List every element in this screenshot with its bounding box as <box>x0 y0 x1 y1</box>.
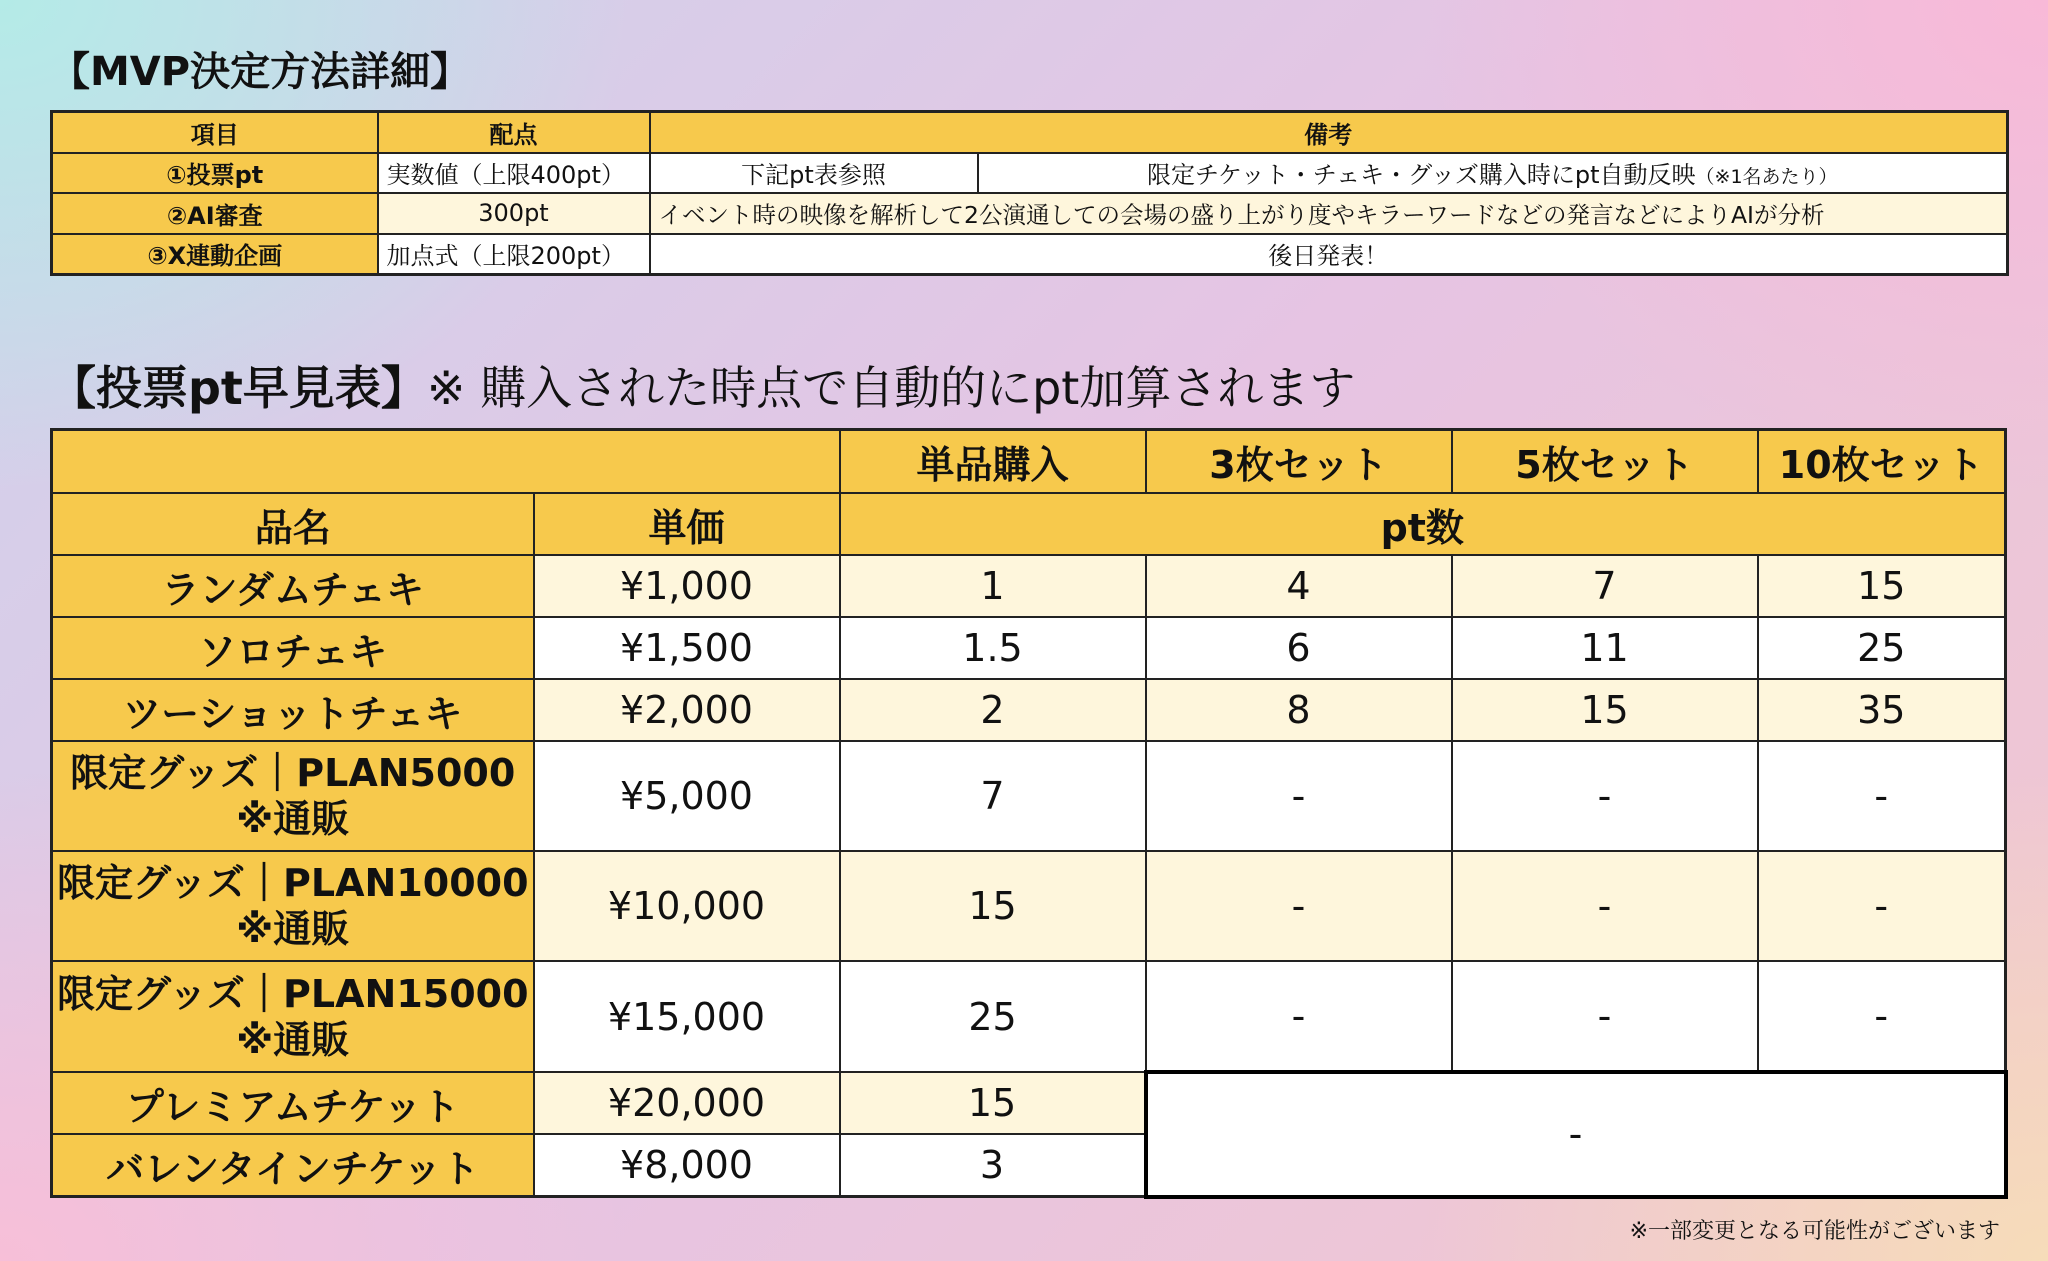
product-name: ツーショットチェキ <box>52 679 534 741</box>
header-set-10: 10枚セット <box>1758 430 2006 494</box>
pt-set-10: - <box>1758 961 2006 1072</box>
product-price: ¥1,500 <box>534 617 840 679</box>
product-name: ソロチェキ <box>52 617 534 679</box>
pt-single: 2 <box>840 679 1146 741</box>
points-table <box>50 428 2008 1199</box>
table-row <box>52 1072 2006 1134</box>
table-row <box>52 234 2008 275</box>
pt-single: 7 <box>840 741 1146 851</box>
table-row <box>52 617 2006 679</box>
row-note-b <box>978 153 2008 194</box>
pt-set-5: 15 <box>1452 679 1758 741</box>
pt-set-5: - <box>1452 851 1758 961</box>
pt-set-10: 15 <box>1758 555 2006 617</box>
pt-set-3: - <box>1146 741 1452 851</box>
note-small: （※1名あたり） <box>1695 166 1838 189</box>
header-remarks: 備考 <box>650 112 2008 153</box>
header-single: 単品購入 <box>840 430 1146 494</box>
table-row <box>52 741 2006 851</box>
table-row <box>52 961 2006 1072</box>
header-pt-count: pt数 <box>840 493 2006 555</box>
section-title-points <box>50 352 1355 418</box>
table-row <box>52 193 2008 234</box>
header-blank <box>52 430 840 494</box>
row-points: 加点式（上限200pt） <box>378 234 650 275</box>
header-points: 配点 <box>378 112 650 153</box>
row-item: ③X連動企画 <box>52 234 378 275</box>
product-name-main: 限定グッズ｜PLAN5000 <box>70 751 516 795</box>
pt-set-5: - <box>1452 741 1758 851</box>
product-price: ¥10,000 <box>534 851 840 961</box>
pt-set-3: 4 <box>1146 555 1452 617</box>
table-row <box>52 851 2006 961</box>
product-price: ¥20,000 <box>534 1072 840 1134</box>
table-row <box>52 555 2006 617</box>
pt-single: 15 <box>840 1072 1146 1134</box>
pt-set-3: - <box>1146 851 1452 961</box>
product-price: ¥1,000 <box>534 555 840 617</box>
product-name <box>52 741 534 851</box>
product-price: ¥5,000 <box>534 741 840 851</box>
mvp-method-table <box>50 110 2009 276</box>
product-name: プレミアムチケット <box>52 1072 534 1134</box>
note-main: 限定チケット・チェキ・グッズ購入時にpt自動反映 <box>1146 161 1696 190</box>
product-price: ¥2,000 <box>534 679 840 741</box>
product-name-sub: ※通販 <box>236 797 350 841</box>
pt-single: 25 <box>840 961 1146 1072</box>
row-points: 300pt <box>378 193 650 234</box>
row-note-a: 下記pt表参照 <box>650 153 978 194</box>
merged-blank-cell: - <box>1146 1072 2006 1197</box>
header-set-5: 5枚セット <box>1452 430 1758 494</box>
section-title-mvp: 【MVP決定方法詳細】 <box>50 49 471 95</box>
pt-set-3: 8 <box>1146 679 1452 741</box>
pt-single: 1 <box>840 555 1146 617</box>
pt-set-5: - <box>1452 961 1758 1072</box>
product-price: ¥15,000 <box>534 961 840 1072</box>
product-name-sub: ※通販 <box>236 907 350 951</box>
header-unit-price: 単価 <box>534 493 840 555</box>
row-item: ①投票pt <box>52 153 378 194</box>
pt-single: 15 <box>840 851 1146 961</box>
table-row <box>52 153 2008 194</box>
pt-set-10: 35 <box>1758 679 2006 741</box>
product-name: ランダムチェキ <box>52 555 534 617</box>
footnote: ※一部変更となる可能性がございます <box>1629 1219 2000 1244</box>
pt-set-10: - <box>1758 851 2006 961</box>
points-note: ※ 購入された時点で自動的にpt加算されます <box>426 361 1356 415</box>
pt-set-5: 11 <box>1452 617 1758 679</box>
product-name <box>52 961 534 1072</box>
pt-set-10: 25 <box>1758 617 2006 679</box>
header-set-3: 3枚セット <box>1146 430 1452 494</box>
table-row <box>52 679 2006 741</box>
pt-single: 3 <box>840 1134 1146 1197</box>
pt-set-10: - <box>1758 741 2006 851</box>
pt-set-5: 7 <box>1452 555 1758 617</box>
pt-set-3: 6 <box>1146 617 1452 679</box>
header-product-name: 品名 <box>52 493 534 555</box>
pt-set-3: - <box>1146 961 1452 1072</box>
row-points: 実数値（上限400pt） <box>378 153 650 194</box>
row-note: イベント時の映像を解析して2公演通しての会場の盛り上がり度やキラーワードなどの発言などによりAIが分析 <box>650 193 2008 234</box>
pt-single: 1.5 <box>840 617 1146 679</box>
product-name <box>52 851 534 961</box>
product-name: バレンタインチケット <box>52 1134 534 1197</box>
product-name-main: 限定グッズ｜PLAN15000 <box>56 971 529 1016</box>
row-note: 後日発表！ <box>650 234 2008 275</box>
points-title: 【投票pt早見表】 <box>50 361 427 415</box>
header-item: 項目 <box>52 112 378 153</box>
product-price: ¥8,000 <box>534 1134 840 1197</box>
product-name-main: 限定グッズ｜PLAN10000 <box>56 861 529 905</box>
product-name-sub: ※通販 <box>236 1017 350 1062</box>
row-item: ②AI審査 <box>52 193 378 234</box>
